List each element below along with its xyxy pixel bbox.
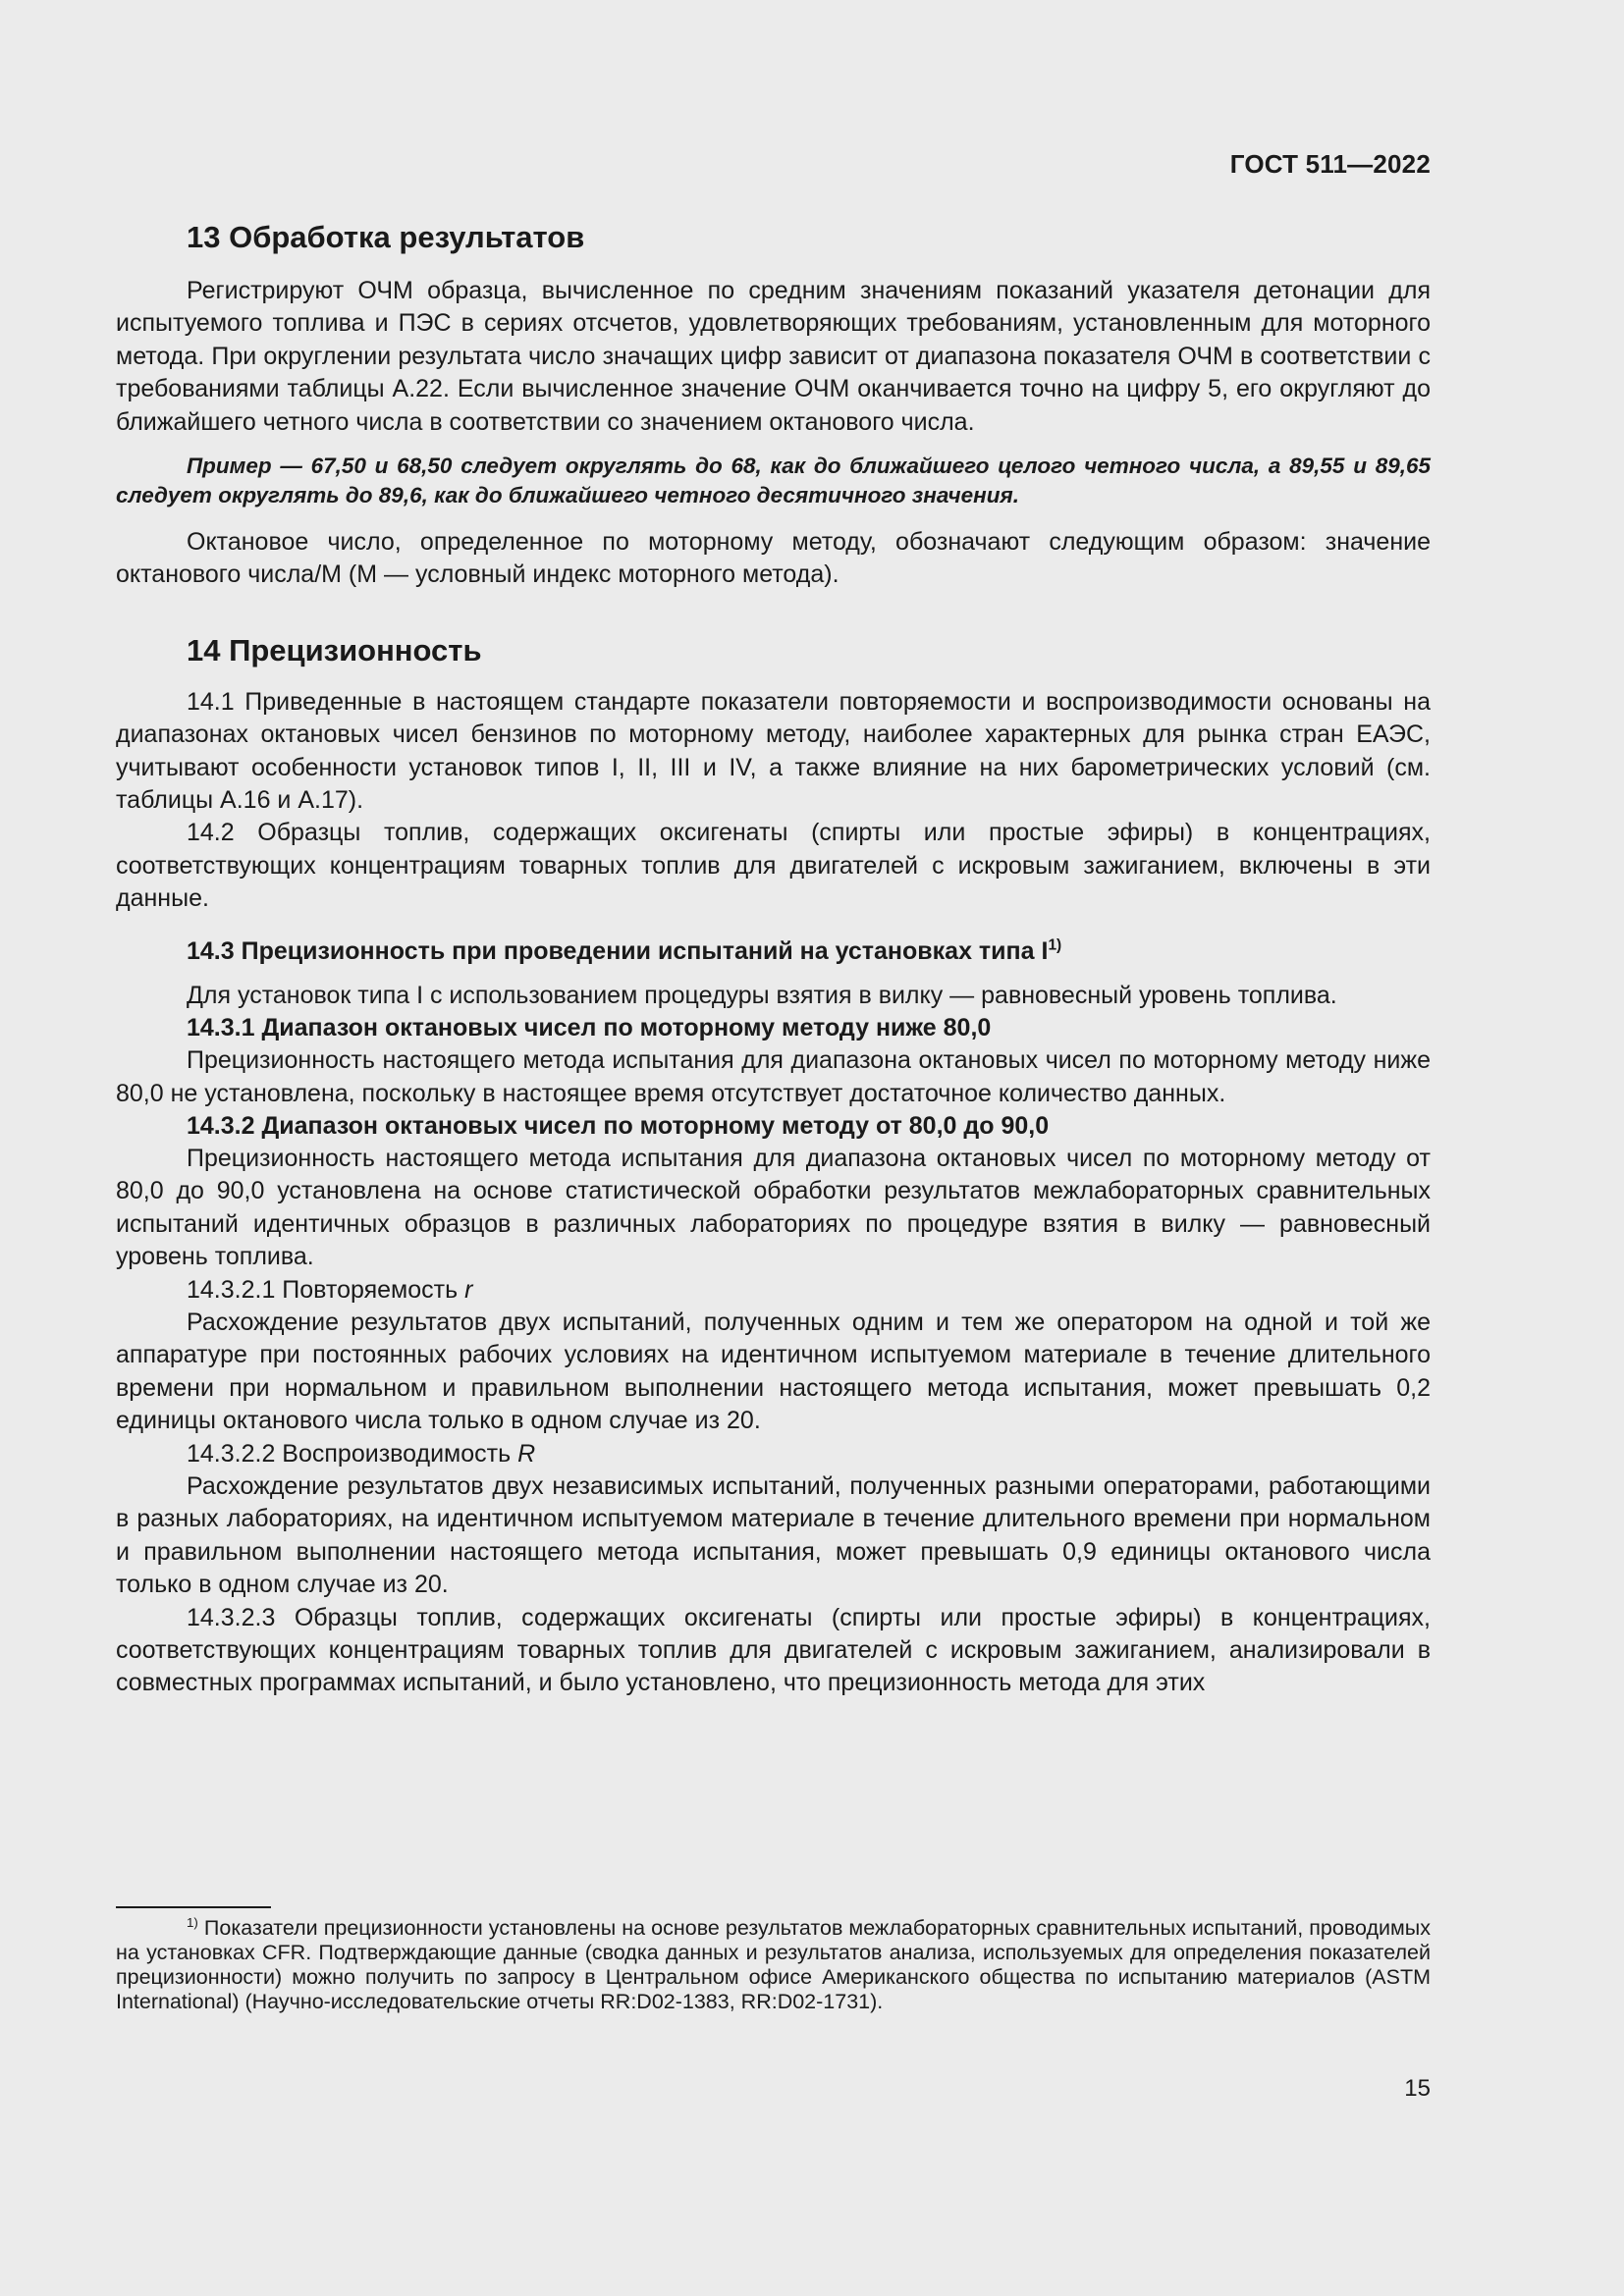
clause-14-3-1-paragraph: Прецизионность настоящего метода испытания для диапазона октановых чисел по моторному методу ниже 80,0 не установлена, поскольку в настоящее время отсутствует достаточное количество данных. [116, 1046, 1431, 1107]
clause-14-3-2-2-text: 14.3.2.2 Воспроизводимость [187, 1439, 518, 1468]
clause-14-3-2-1-text: 14.3.2.1 Повторяемость [187, 1275, 465, 1304]
clause-14-1: 14.1 Приведенные в настоящем стандарте показатели повторяемости и воспроизводимости основаны на диапазонах октановых чисел бензинов по моторному методу, наиболее характерных для рынка стран ЕАЭС, учитывают особенности установок типов I, II, III и IV, а также влияние на них барометрических условий (см. таблицы А.16 и А.17). [116, 687, 1431, 815]
clause-14-3-heading-text: 14.3 Прецизионность при проведении испытаний на установках типа I [187, 936, 1049, 965]
clause-14-3-2-3-paragraph: 14.3.2.3 Образцы топлив, содержащих оксигенаты (спирты или простые эфиры) в концентрациях, соответствующих концентрациям товарных топлив для двигателей с искровым зажиганием, анализировали в совместных программах испытаний, и было установлено, что прецизионность метода для этих [116, 1603, 1431, 1697]
page-content [116, 218, 1431, 1700]
clause-14-3-2-2-heading [116, 1438, 1431, 1470]
page-number: 15 [1404, 2075, 1431, 2102]
clause-14-3-2-paragraph: Прецизионность настоящего метода испытания для диапазона октановых чисел по моторному методу от 80,0 до 90,0 установлена на основе статистической обработки результатов межлабораторных сравнительных испытаний идентичных образцов в различных лабораториях по процедуре взятия в вилку — равновесный уровень топлива. [116, 1144, 1431, 1271]
clause-14-3-2-2-paragraph: Расхождение результатов двух независимых испытаний, полученных разными операторами, работающими в разных лабораториях, на идентичном испытуемом материале в течение длительного времени при нормальном и правильном выполнении настоящего метода испытания, может превышать 0,9 единицы октанового числа только в одном случае из 20. [116, 1471, 1431, 1599]
clause-14-3-heading [116, 935, 1431, 968]
section-13-paragraph-1: Регистрируют ОЧМ образца, вычисленное по средним значениям показаний указателя детонации для испытуемого топлива и ПЭС в сериях отсчетов, удовлетворяющих требованиям, установленным для моторного метода. При округлении результата число значащих цифр зависит от диапазона показателя ОЧМ в соответствии с требованиями таблицы А.22. Если вычисленное значение ОЧМ оканчивается точно на цифру 5, его округляют до ближайшего четного числа в соответствии со значением октанового числа. [116, 277, 1431, 436]
footnote-text: Показатели прецизионности установлены на основе результатов межлабораторных сравнительных испытаний, проводимых на установках CFR. Подтверждающие данные (сводка данных и результатов анализа, используемых для определения показателей прецизионности) можно получить по запросу в Центральном офисе Американского общества по испытанию материалов (ASTM International) (Научно-исследовательские отчеты RR:D02-1383, RR:D02-1731). [116, 1916, 1431, 2013]
document-page [116, 0, 1431, 2296]
reproducibility-symbol: R [517, 1439, 536, 1468]
clause-14-3-2-1-heading [116, 1274, 1431, 1307]
section-13-example: Пример — 67,50 и 68,50 следует округлять до 68, как до ближайшего целого четного числа, а 89,55 и 89,65 следует округлять до 89,6, как до ближайшего четного десятичного значения. [116, 454, 1431, 508]
footnote-mark: 1) [187, 1914, 198, 1930]
section-13-heading: 13 Обработка результатов [187, 220, 585, 254]
document-code-header: ГОСТ 511—2022 [1229, 149, 1431, 179]
section-13-paragraph-2: Октановое число, определенное по моторному методу, обозначают следующим образом: значение октанового числа/М (М — условный индекс моторного метода). [116, 528, 1431, 589]
clause-14-3-1-heading: 14.3.1 Диапазон октановых чисел по моторному методу ниже 80,0 [187, 1014, 992, 1042]
footnote-reference: 1) [1048, 936, 1062, 954]
footnote [116, 1916, 1431, 2014]
clause-14-3-paragraph: Для установок типа I с использованием процедуры взятия в вилку — равновесный уровень топлива. [187, 981, 1337, 1009]
clause-14-3-2-1-paragraph: Расхождение результатов двух испытаний, полученных одним и тем же оператором на одной и той же аппаратуре при постоянных рабочих условиях на идентичном испытуемом материале в течение длительного времени при нормальном и правильном выполнении настоящего метода испытания, может превышать 0,2 единицы октанового числа только в одном случае из 20. [116, 1308, 1431, 1435]
clause-14-2: 14.2 Образцы топлив, содержащих оксигенаты (спирты или простые эфиры) в концентрациях, соответствующих концентрациям товарных топлив для двигателей с искровым зажиганием, включены в эти данные. [116, 819, 1431, 913]
clause-14-3-2-heading: 14.3.2 Диапазон октановых чисел по моторному методу от 80,0 до 90,0 [187, 1111, 1050, 1140]
footnote-divider [116, 1906, 271, 1908]
section-14-heading: 14 Прецизионность [187, 632, 482, 667]
repeatability-symbol: r [464, 1275, 473, 1304]
